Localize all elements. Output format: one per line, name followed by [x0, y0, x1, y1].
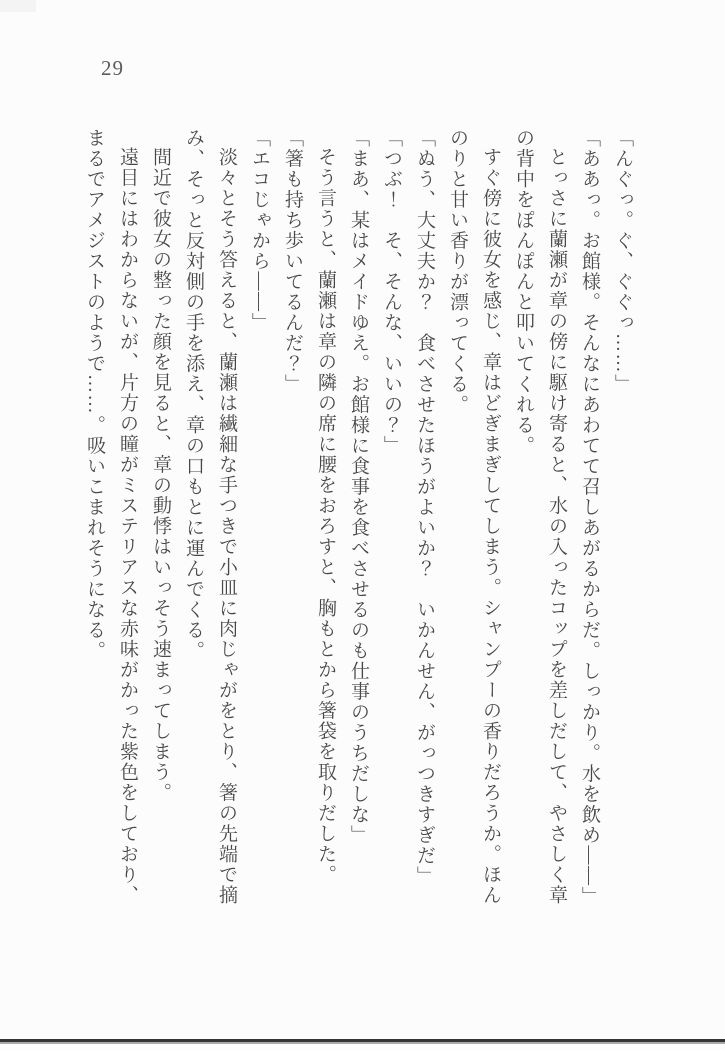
- text-column: 「まあ、某はメイドゆえ。お館様に食事を食べさせるのも仕事のうちだしな」: [348, 128, 369, 846]
- text-column: 遠目にはわからないが、片方の瞳がミステリアスな赤味がかった紫色をしており、: [117, 147, 138, 906]
- text-column: まるでアメジストのようで……。吸いこまれそうになる。: [84, 128, 105, 661]
- text-column: 「んぐっ。ぐ、ぐぐっ……」: [612, 128, 633, 395]
- text-column: 「ぬう、大丈夫か？ 食べさせたほうがよいか？ いかんせん、がっつきすぎだ」: [414, 128, 435, 887]
- text-column: の背中をぽんぽんと叩いてくれる。: [513, 128, 534, 456]
- text-block: [78, 128, 639, 933]
- scan-edge-line: [0, 1039, 725, 1044]
- text-column: 間近で彼女の整った顔を見ると、章の動悸はいっそう速まってしまう。: [150, 147, 171, 803]
- text-column: 淡々とそう答えると、蘭瀬は繊細な手つきで小皿に肉じゃがをとり、箸の先端で摘: [216, 147, 237, 906]
- text-column: 「ああっ。お館様。そんなにあわてて召しあがるからだ。しっかり。水を飲め――」: [579, 128, 600, 907]
- text-column: すぐ傍に彼女を感じ、章はどぎまぎしてしまう。シャンプーの香りだろうか。ほん: [480, 147, 501, 906]
- page-number: 29: [101, 56, 124, 80]
- text-column: 「箸も持ち歩いてるんだ？」: [282, 128, 303, 395]
- text-column: そう言うと、蘭瀬は章の隣の席に腰をおろすと、胸もとから箸袋を取りだした。: [315, 147, 336, 885]
- text-column: とっさに蘭瀬が章の傍に駆け寄ると、水の入ったコップを差しだして、やさしく章: [546, 147, 567, 906]
- text-column: 「つぶ！ そ、そんな、いいの？」: [381, 128, 402, 456]
- text-column: み、そっと反対側の手を添え、章の口もとに運んでくる。: [183, 128, 204, 661]
- scan-smudge: [0, 0, 36, 12]
- text-column: 「エコじゃから――」: [249, 128, 270, 333]
- text-column: のりと甘い香りが漂ってくる。: [447, 128, 468, 415]
